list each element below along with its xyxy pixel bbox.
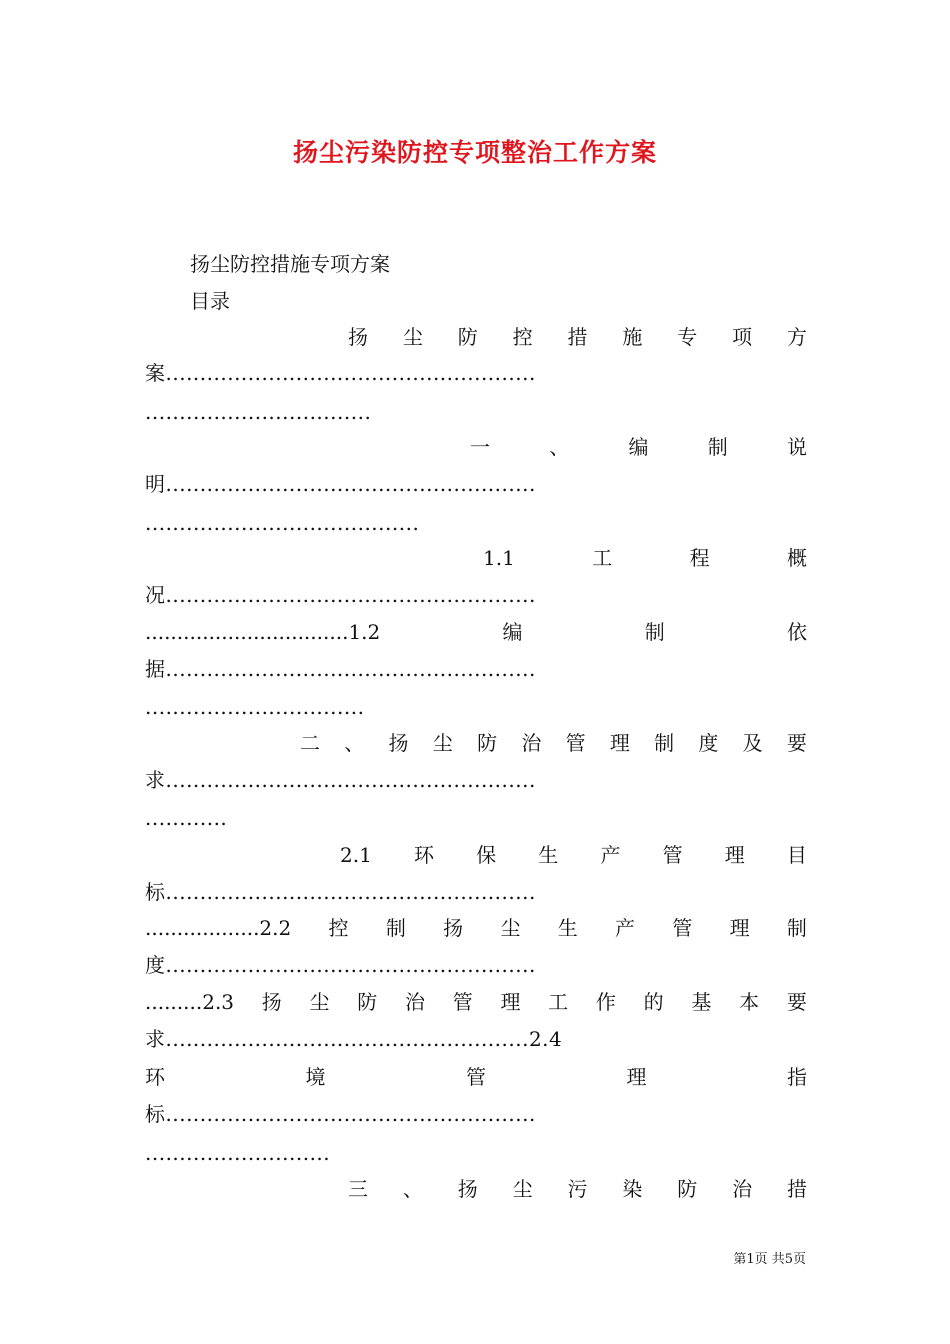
toc-char: 1.1 [483, 546, 515, 570]
toc-char: 度 [698, 731, 719, 755]
toc-char: 染 [622, 1177, 643, 1201]
toc-line: 求...................................................... [145, 768, 536, 792]
toc-char: 生 [557, 916, 578, 940]
toc-line [145, 617, 807, 647]
toc-line: 标...................................................... [145, 880, 536, 904]
toc-line: 况...................................................... [145, 583, 536, 607]
toc-char: 三 [348, 1177, 368, 1201]
toc-char: 管 [672, 916, 693, 940]
toc-char: 要 [786, 990, 807, 1014]
toc-char: ................................1.2 [145, 620, 381, 644]
toc-char: 措 [567, 325, 588, 349]
toc-line [145, 913, 807, 943]
toc-char: 的 [643, 990, 664, 1014]
toc-char: 扬 [457, 1177, 478, 1201]
toc-char: 制 [707, 435, 728, 459]
toc-line: ............ [145, 806, 228, 830]
toc-char: 扬 [261, 990, 282, 1014]
toc-char: 防 [357, 990, 378, 1014]
toc-char: 2.1 [340, 843, 372, 867]
toc-char: 保 [476, 843, 497, 867]
toc-char: 环 [413, 843, 434, 867]
toc-char: 管 [565, 731, 586, 755]
toc-char: 理 [500, 990, 521, 1014]
toc-line: 标...................................................... [145, 1102, 536, 1126]
toc-char: 尘 [512, 1177, 533, 1201]
toc-char: 治 [521, 731, 542, 755]
toc-char: 制 [385, 916, 406, 940]
toc-char: 制 [644, 620, 665, 644]
toc-char: 工 [548, 990, 569, 1014]
toc-char: 扬 [388, 731, 409, 755]
toc-line: ................................ [145, 695, 365, 719]
toc-line: ........................... [145, 1141, 331, 1165]
toc-line: 明...................................................... [145, 472, 536, 496]
toc-char: 编 [628, 435, 649, 459]
toc-char: 防 [457, 325, 478, 349]
toc-char: 目 [786, 843, 807, 867]
toc-char: 理 [626, 1065, 647, 1089]
toc-line: ........................................ [145, 511, 420, 535]
toc-char: 管 [452, 990, 473, 1014]
toc-char: 扬 [348, 325, 368, 349]
toc-char: 理 [729, 916, 750, 940]
toc-line [145, 1062, 807, 1092]
toc-line: ................................. [145, 400, 372, 424]
toc-char: 制 [654, 731, 675, 755]
toc-char: 专 [677, 325, 698, 349]
toc-line [300, 728, 807, 758]
toc-char: 说 [787, 435, 807, 459]
toc-char: 理 [609, 731, 630, 755]
toc-line [348, 322, 807, 352]
toc-char: 控 [512, 325, 533, 349]
toc-char: 、 [549, 435, 570, 459]
toc-char: ..................2.2 [145, 916, 292, 940]
toc-char: 生 [538, 843, 559, 867]
toc-char: 管 [662, 843, 683, 867]
toc-line: 据...................................................... [145, 657, 536, 681]
toc-line: 案...................................................... [145, 361, 536, 385]
intro-line-2: 目录 [190, 289, 230, 313]
toc-char: 方 [787, 325, 807, 349]
toc-char: 环 [145, 1065, 165, 1089]
toc-char: 本 [739, 990, 760, 1014]
toc-char: 施 [622, 325, 643, 349]
toc-char: 依 [787, 620, 807, 644]
toc-char: 治 [404, 990, 425, 1014]
toc-char: 及 [742, 731, 763, 755]
toc-char: 、 [344, 731, 365, 755]
toc-char: 概 [786, 546, 807, 570]
toc-char: 作 [595, 990, 616, 1014]
toc-char: 产 [615, 916, 636, 940]
toc-line: 求.....................................................2.4 [145, 1027, 563, 1051]
toc-char: 防 [477, 731, 498, 755]
toc-char: 治 [732, 1177, 753, 1201]
toc-char: 尘 [432, 731, 453, 755]
toc-char: 要 [786, 731, 807, 755]
toc-line [348, 1174, 807, 1204]
toc-char: .........2.3 [145, 990, 235, 1014]
toc-char: 尘 [402, 325, 423, 349]
toc-line [470, 432, 807, 462]
toc-char: 尘 [500, 916, 521, 940]
toc-char: 制 [786, 916, 807, 940]
page-footer: 第1页 共5页 [733, 1252, 806, 1267]
toc-char: 管 [466, 1065, 486, 1089]
toc-char: 扬 [443, 916, 464, 940]
toc-char: 、 [402, 1177, 423, 1201]
document-title: 扬尘污染防控专项整治工作方案 [292, 138, 657, 167]
toc-char: 编 [502, 620, 523, 644]
toc-char: 指 [787, 1065, 807, 1089]
toc-char: 控 [328, 916, 349, 940]
toc-line [145, 987, 807, 1017]
toc-line [483, 543, 807, 573]
toc-char: 一 [470, 435, 490, 459]
toc-char: 污 [567, 1177, 588, 1201]
toc-char: 工 [592, 546, 613, 570]
toc-char: 基 [691, 990, 712, 1014]
toc-char: 产 [600, 843, 621, 867]
intro-line-1: 扬尘防控措施专项方案 [190, 252, 390, 276]
toc-char: 程 [689, 546, 710, 570]
toc-line: 度...................................................... [145, 953, 536, 977]
toc-char: 措 [787, 1177, 807, 1201]
toc-char: 项 [732, 325, 753, 349]
toc-char: 理 [724, 843, 745, 867]
toc-char: 境 [305, 1065, 326, 1089]
toc-char: 防 [677, 1177, 698, 1201]
toc-char: 尘 [309, 990, 330, 1014]
toc-char: 二 [300, 731, 320, 755]
toc-line [340, 840, 807, 870]
